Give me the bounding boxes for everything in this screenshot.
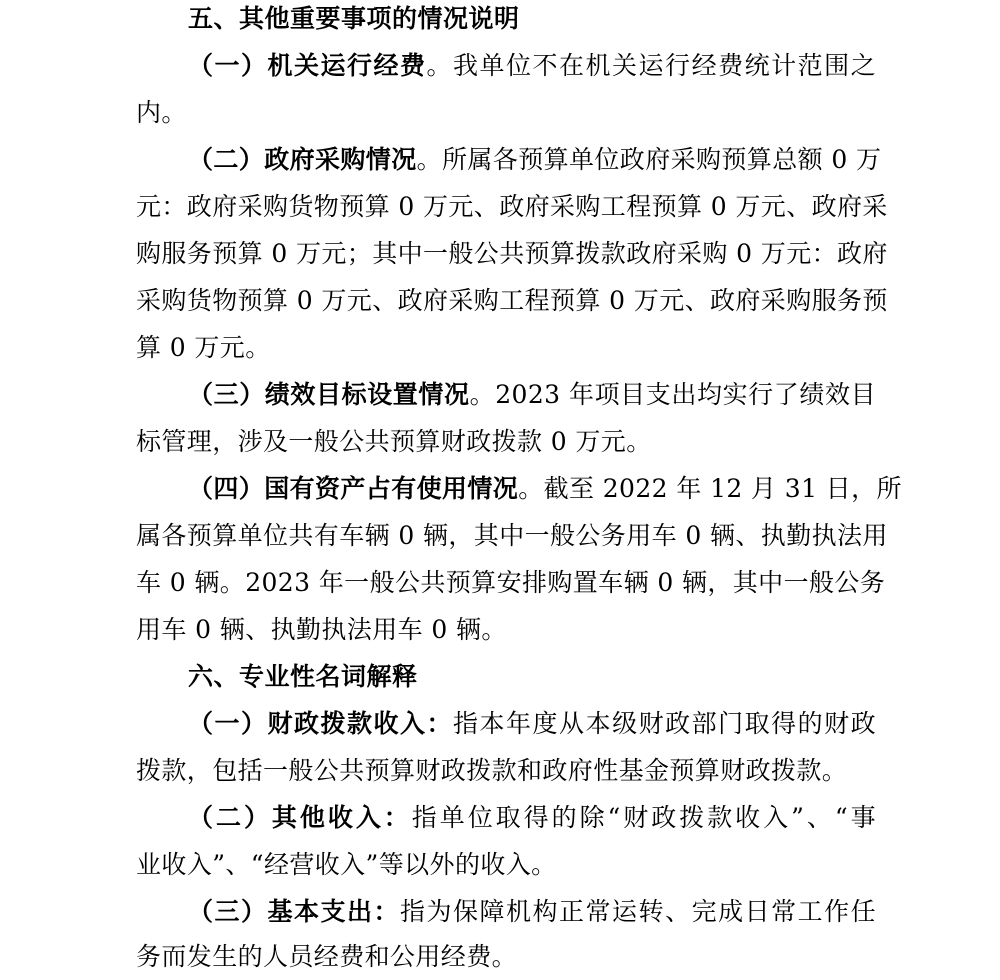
paragraph-line: 算 0 万元。 <box>136 333 271 362</box>
term-text: 指为保障机构正常运转、完成日常工作任 <box>400 897 876 926</box>
paragraph-line: 拨款，包括一般公共预算财政拨款和政府性基金预算财政拨款。 <box>136 756 848 785</box>
term-label: （三）基本支出： <box>188 897 401 926</box>
term-label: （二）其他收入： <box>188 803 412 832</box>
paragraph-line: 务而发生的人员经费和公用经费。 <box>136 942 518 971</box>
paragraph-line <box>136 466 902 512</box>
paragraph-line <box>136 795 876 841</box>
section-heading-5: 五、其他重要事项的情况说明 <box>188 4 520 33</box>
paragraph-line <box>136 137 882 183</box>
paragraph-line <box>136 43 876 89</box>
paragraph-line: 属各预算单位共有车辆 0 辆，其中一般公务用车 0 辆、执勤执法用 <box>136 521 888 550</box>
section-heading-6: 六、专业性名词解释 <box>188 662 418 691</box>
item-label: （四）国有资产占有使用情况 <box>188 474 519 503</box>
item-text: 。我单位不在机关运行经费统计范围之 <box>426 51 876 80</box>
term-text: 指本年度从本级财政部门取得的财政 <box>453 709 876 738</box>
paragraph-line: 元：政府采购货物预算 0 万元、政府采购工程预算 0 万元、政府采 <box>136 192 888 221</box>
paragraph-line: 标管理，涉及一般公共预算财政拨款 0 万元。 <box>136 427 652 456</box>
paragraph-line: 业收入”、“经营收入”等以外的收入。 <box>136 850 557 879</box>
paragraph-line: 车 0 辆。2023 年一般公共预算安排购置车辆 0 辆，其中一般公务 <box>136 568 886 597</box>
paragraph-line <box>136 701 876 747</box>
paragraph-line: 采购货物预算 0 万元、政府采购工程预算 0 万元、政府采购服务预 <box>136 286 888 315</box>
item-label: （三）绩效目标设置情况 <box>188 380 470 409</box>
item-label: （一）机关运行经费 <box>188 51 427 80</box>
paragraph-line: 购服务预算 0 万元；其中一般公共预算拨款政府采购 0 万元：政府 <box>136 239 888 268</box>
item-text: 。截至 2022 年 12 月 31 日，所 <box>518 474 902 503</box>
item-text: 。2023 年项目支出均实行了绩效目 <box>469 380 876 409</box>
paragraph-line <box>136 889 876 935</box>
item-text: 。所属各预算单位政府采购预算总额 0 万 <box>416 145 882 174</box>
term-label: （一）财政拨款收入： <box>188 709 454 738</box>
paragraph-line <box>136 372 876 418</box>
paragraph-line: 内。 <box>136 98 187 127</box>
item-label: （二）政府采购情况 <box>188 145 417 174</box>
term-text: 指单位取得的除“财政拨款收入”、“事 <box>411 803 876 832</box>
paragraph-line: 用车 0 辆、执勤执法用车 0 辆。 <box>136 615 507 644</box>
